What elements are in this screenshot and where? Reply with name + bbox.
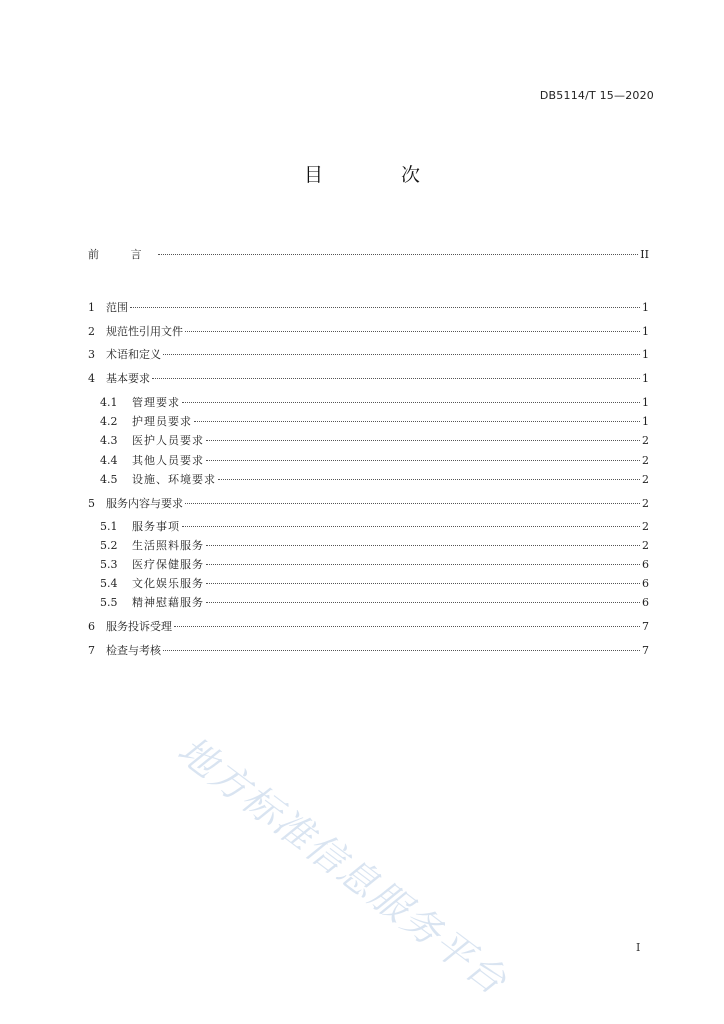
toc-leader-dots [206,440,640,441]
toc-entry-page: 2 [642,497,649,510]
toc-entry[interactable] [88,496,649,512]
toc-entry-label: 医疗保健服务 [132,558,204,571]
toc-entry-label: 文化娱乐服务 [132,577,204,590]
toc-entry-number: 2 [88,325,95,338]
toc-leader-dots [152,378,640,379]
toc-entry-page: 7 [642,644,649,657]
toc-entry[interactable] [88,347,649,363]
toc-leader-dots [185,331,640,332]
toc-entry-label: 精神慰藉服务 [132,596,204,609]
toc-entry-number: 4.3 [100,434,118,447]
toc-entry-page: 2 [642,473,649,486]
toc-entry-page: 2 [642,434,649,447]
watermark: 地方标准信息服务平台 [169,727,516,1004]
toc-leader-dots [206,545,640,546]
toc-entry[interactable] [100,576,649,592]
toc-entry[interactable] [100,519,649,535]
toc-preface-row[interactable] [88,247,649,263]
page-number: I [636,941,641,954]
toc-entry-number: 4.4 [100,454,118,467]
toc-entry[interactable] [88,324,649,340]
toc-entry-page: 7 [642,620,649,633]
toc-leader-dots [206,460,640,461]
toc-leader-dots [218,479,640,480]
toc-leader-dots [158,254,639,255]
toc-entry-label: 其他人员要求 [132,454,204,467]
toc-entry-label: 生活照料服务 [132,539,204,552]
toc-entry-number: 5 [88,497,95,510]
toc-entry-page: 6 [642,558,649,571]
toc-entry-number: 4.1 [100,396,118,409]
toc-entry-number: 5.3 [100,558,118,571]
toc-entry-label: 服务事项 [132,520,180,533]
toc-entry-page: 1 [642,301,649,314]
toc-entry-page: 2 [642,539,649,552]
toc-entry-page: 6 [642,577,649,590]
toc-entry-number: 4.2 [100,415,118,428]
toc-entry-label: 基本要求 [106,372,150,385]
toc-entry-number: 4.5 [100,473,118,486]
toc-leader-dots [194,421,640,422]
document-code: DB5114/T 15—2020 [539,89,654,102]
toc-leader-dots [182,526,640,527]
toc-entry-label: 检查与考核 [106,644,161,657]
toc-entry-label: 管理要求 [132,396,180,409]
toc-entry-label: 规范性引用文件 [106,325,183,338]
toc-entry-label: 服务投诉受理 [106,620,172,633]
toc-entry-number: 4 [88,372,95,385]
toc-entry[interactable] [88,300,649,316]
toc-entry[interactable] [100,557,649,573]
toc-preface-label: 前 言 [88,248,156,261]
toc-entry-number: 1 [88,301,95,314]
toc-entry-page: 1 [642,396,649,409]
toc-entry[interactable] [100,453,649,469]
toc-entry-label: 服务内容与要求 [106,497,183,510]
toc-entry-number: 5.1 [100,520,118,533]
toc-entry-number: 7 [88,644,95,657]
toc-entry[interactable] [100,433,649,449]
toc-entry-label: 设施、环境要求 [132,473,216,486]
toc-leader-dots [206,564,640,565]
toc-entry-page: 1 [642,348,649,361]
toc-entry-label: 范围 [106,301,128,314]
toc-entry[interactable] [100,414,649,430]
toc-leader-dots [174,626,640,627]
toc-leader-dots [206,602,640,603]
toc-leader-dots [182,402,640,403]
toc-leader-dots [163,650,640,651]
toc-entry-label: 术语和定义 [106,348,161,361]
toc-entry-page: 1 [642,325,649,338]
toc-entry[interactable] [100,538,649,554]
toc-leader-dots [206,583,640,584]
toc-entry[interactable] [100,472,649,488]
toc-entry-number: 6 [88,620,95,633]
toc-entry[interactable] [88,371,649,387]
toc-leader-dots [163,354,640,355]
toc-entry-label: 护理员要求 [132,415,192,428]
toc-entry[interactable] [100,595,649,611]
toc-entry[interactable] [100,395,649,411]
toc-entry-number: 5.4 [100,577,118,590]
toc-title: 目 次 [303,164,457,186]
toc-entry-label: 医护人员要求 [132,434,204,447]
toc-entry-page: 1 [642,415,649,428]
toc-entry-page: 2 [642,454,649,467]
toc-entry-number: 5.5 [100,596,118,609]
toc-preface-page: II [640,248,649,261]
toc-entry[interactable] [88,643,649,659]
toc-entry-page: 2 [642,520,649,533]
toc-leader-dots [130,307,640,308]
toc-leader-dots [185,503,640,504]
toc-entry-page: 6 [642,596,649,609]
toc-entry[interactable] [88,619,649,635]
toc-entry-number: 3 [88,348,95,361]
toc-entry-number: 5.2 [100,539,118,552]
toc-entry-page: 1 [642,372,649,385]
